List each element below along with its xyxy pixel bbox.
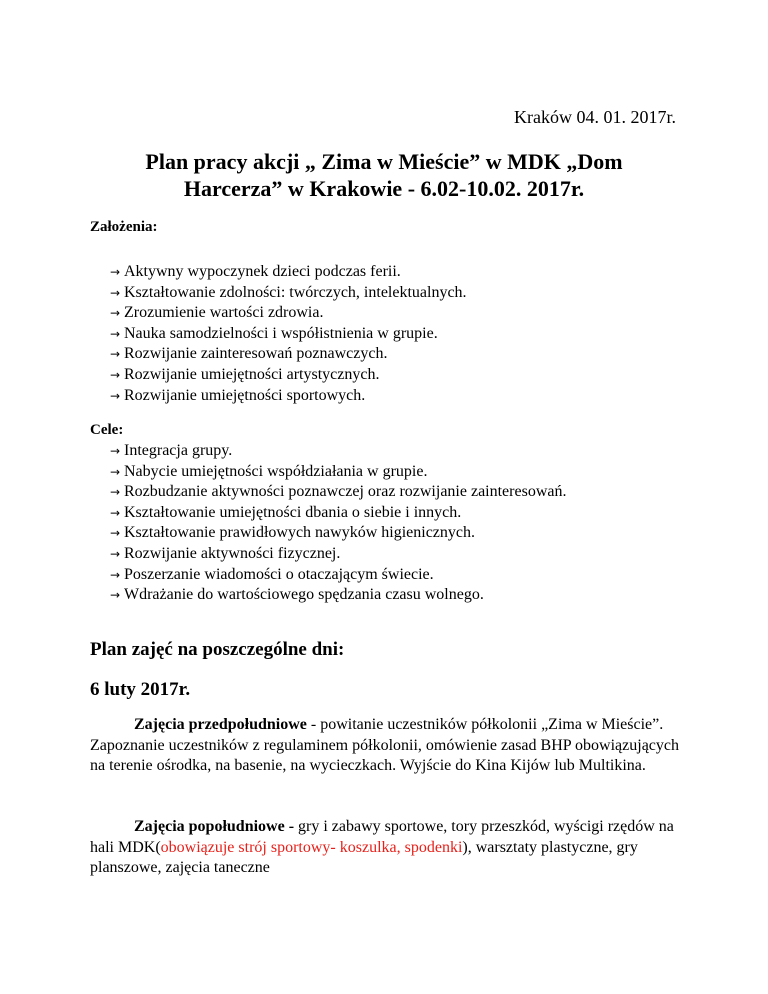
list-item: → Aktywny wypoczynek dzieci podczas ferii. [110, 262, 467, 283]
list-item: → Rozbudzanie aktywności poznawczej oraz rozwijanie zainteresowań. [110, 482, 566, 503]
title-line-1: Plan pracy akcji „ Zima w Mieście” w MDK „Dom [145, 149, 623, 174]
list-item: → Nabycie umiejętności współdziałania w grupie. [110, 462, 566, 483]
zalozenia-heading: Założenia: [90, 219, 158, 235]
morning-label: Zajęcia przedpołudniowe [134, 716, 307, 733]
arrow-right-icon: → [110, 347, 121, 362]
afternoon-text-2: ), warsztaty plastyczne, gry planszowe, zajęcia taneczne [90, 838, 638, 876]
title-line-2: Harcerza” w Krakowie - 6.02-10.02. 2017r. [183, 176, 585, 201]
arrow-right-icon: → [110, 464, 121, 479]
plan-heading: Plan zajęć na poszczególne dni: [90, 639, 345, 660]
list-item: → Rozwijanie zainteresowań poznawczych. [110, 344, 467, 365]
afternoon-text-1: gry i zabawy sportowe, tory przeszkód, wyścigi rzędów na hali MDK( [90, 818, 674, 856]
arrow-right-icon: → [110, 306, 121, 321]
list-item: → Rozwijanie umiejętności artystycznych. [110, 365, 467, 386]
arrow-right-icon: → [110, 265, 121, 279]
document-title [60, 148, 708, 202]
document-date: Kraków 04. 01. 2017r. [514, 107, 676, 127]
list-item: → Kształtowanie prawidłowych nawyków higienicznych. [110, 523, 566, 544]
morning-paragraph [90, 715, 690, 777]
list-item: → Wdrażanie do wartościowego spędzania czasu wolnego. [110, 585, 566, 606]
arrow-right-icon: → [110, 485, 121, 500]
afternoon-label: Zajęcia popołudniowe - [134, 818, 295, 835]
arrow-right-icon: → [110, 326, 121, 341]
morning-text: - powitanie uczestników półkolonii „Zima w Mieście”. Zapoznanie uczestników z regulaminem półkolonii, omówienie zasad BHP obowiązujących na terenie ośrodka, na basenie, na wycieczkach. Wyjście do Kina Kijów lub Multikina. [90, 716, 680, 774]
afternoon-paragraph [90, 817, 690, 879]
arrow-right-icon: → [110, 444, 121, 458]
arrow-right-icon: → [110, 285, 121, 300]
afternoon-highlight: obowiązuje strój sportowy- koszulka, spodenki [160, 838, 463, 856]
list-item: → Poszerzanie wiadomości o otaczającym świecie. [110, 565, 566, 586]
list-item: → Integracja grupy. [110, 441, 566, 462]
arrow-right-icon: → [110, 526, 121, 541]
list-item: → Zrozumienie wartości zdrowia. [110, 303, 467, 324]
arrow-right-icon: → [110, 367, 121, 382]
arrow-right-icon: → [110, 588, 121, 603]
list-item: → Kształtowanie umiejętności dbania o siebie i innych. [110, 503, 566, 524]
arrow-right-icon: → [110, 546, 121, 561]
list-item: → Rozwijanie aktywności fizycznej. [110, 544, 566, 565]
arrow-right-icon: → [110, 388, 121, 403]
list-item: → Nauka samodzielności i współistnienia w grupie. [110, 324, 467, 345]
list-item: → Kształtowanie zdolności: twórczych, intelektualnych. [110, 283, 467, 304]
cele-list [110, 441, 566, 606]
list-item: → Rozwijanie umiejętności sportowych. [110, 386, 467, 407]
arrow-right-icon: → [110, 505, 121, 520]
zalozenia-list [110, 262, 467, 406]
day-heading: 6 luty 2017r. [90, 679, 191, 700]
cele-heading: Cele: [90, 422, 124, 438]
arrow-right-icon: → [110, 567, 121, 582]
